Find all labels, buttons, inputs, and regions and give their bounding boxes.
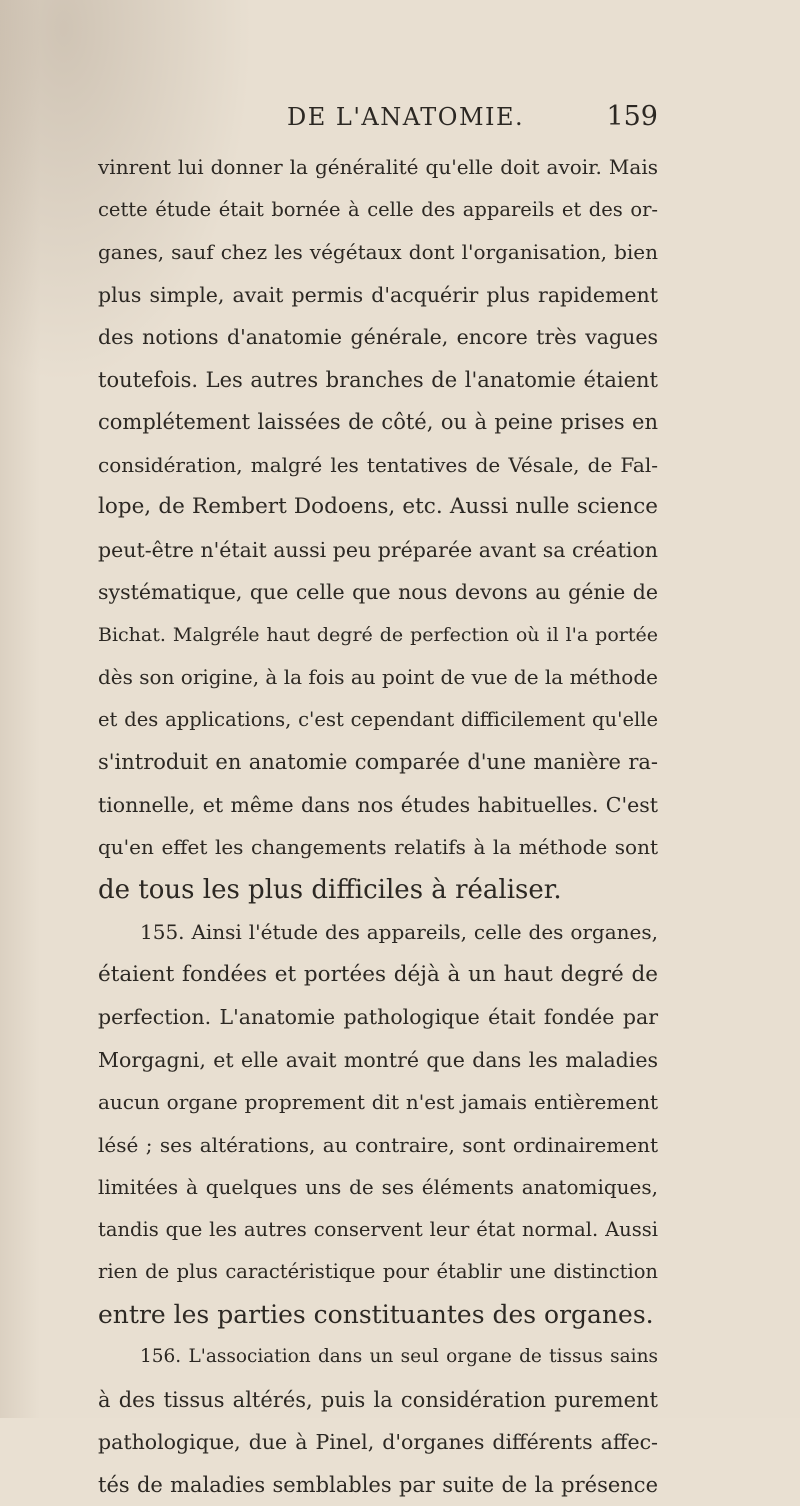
text-line: perfection. L'anatomie pathologique était fondée par bbox=[98, 996, 658, 1039]
paragraph-156-start: 156. L'association dans un seul organe de tissus sains bbox=[98, 1336, 658, 1379]
text-line: considération, malgré les tentatives de Vésale, de Fal- bbox=[98, 444, 658, 487]
text-line: et des applications, c'est cependant difficilement qu'elle bbox=[98, 699, 658, 742]
text-line: de tous les plus difficiles à réaliser. bbox=[98, 869, 658, 912]
text-line: lésé ; ses altérations, au contraire, sont ordinairement bbox=[98, 1124, 658, 1167]
page-number: 159 bbox=[606, 101, 658, 132]
text-line: qu'en effet les changements relatifs à la méthode sont bbox=[98, 826, 658, 869]
text-line: tandis que les autres conservent leur état normal. Aussi bbox=[98, 1209, 658, 1252]
text-line: rien de plus caractéristique pour établir une distinction bbox=[98, 1251, 658, 1294]
text-line: pathologique, due à Pinel, d'organes différents affec- bbox=[98, 1421, 658, 1464]
text-line: cette étude était bornée à celle des appareils et des or- bbox=[98, 189, 658, 232]
text-line: ganes, sauf chez les végétaux dont l'organisation, bien bbox=[98, 231, 658, 274]
text-line: Bichat. Malgréle haut degré de perfection où il l'a portée bbox=[98, 614, 658, 657]
text-line: aucun organe proprement dit n'est jamais entièrement bbox=[98, 1081, 658, 1124]
text-line: dès son origine, à la fois au point de vue de la méthode bbox=[98, 656, 658, 699]
text-line: des notions d'anatomie générale, encore très vagues bbox=[98, 316, 658, 359]
text-line: plus simple, avait permis d'acquérir plus rapidement bbox=[98, 274, 658, 317]
text-line: toutefois. Les autres branches de l'anatomie étaient bbox=[98, 359, 658, 402]
paragraph-155-start: 155. Ainsi l'étude des appareils, celle des organes, bbox=[98, 911, 658, 954]
body-text bbox=[98, 146, 658, 1506]
text-line: limitées à quelques uns de ses éléments anatomiques, bbox=[98, 1166, 658, 1209]
running-head bbox=[98, 103, 658, 139]
text-line: étaient fondées et portées déjà à un haut degré de bbox=[98, 954, 658, 997]
text-line: Morgagni, et elle avait montré que dans les maladies bbox=[98, 1039, 658, 1082]
text-line: systématique, que celle que nous devons au génie de bbox=[98, 571, 658, 614]
text-line: complétement laissées de côté, ou à peine prises en bbox=[98, 401, 658, 444]
text-line: entre les parties constituantes des organes. bbox=[98, 1294, 658, 1337]
text-line: tés de maladies semblables par suite de la présence bbox=[98, 1464, 658, 1506]
text-line: tionnelle, et même dans nos études habituelles. C'est bbox=[98, 784, 658, 827]
running-title: DE L'ANATOMIE. bbox=[287, 103, 524, 131]
text-line: vinrent lui donner la généralité qu'elle doit avoir. Mais bbox=[98, 146, 658, 189]
text-line: peut-être n'était aussi peu préparée avant sa création bbox=[98, 529, 658, 572]
text-line: s'introduit en anatomie comparée d'une manière ra- bbox=[98, 741, 658, 784]
text-line: lope, de Rembert Dodoens, etc. Aussi nulle science bbox=[98, 486, 658, 529]
text-line: à des tissus altérés, puis la considération purement bbox=[98, 1379, 658, 1422]
